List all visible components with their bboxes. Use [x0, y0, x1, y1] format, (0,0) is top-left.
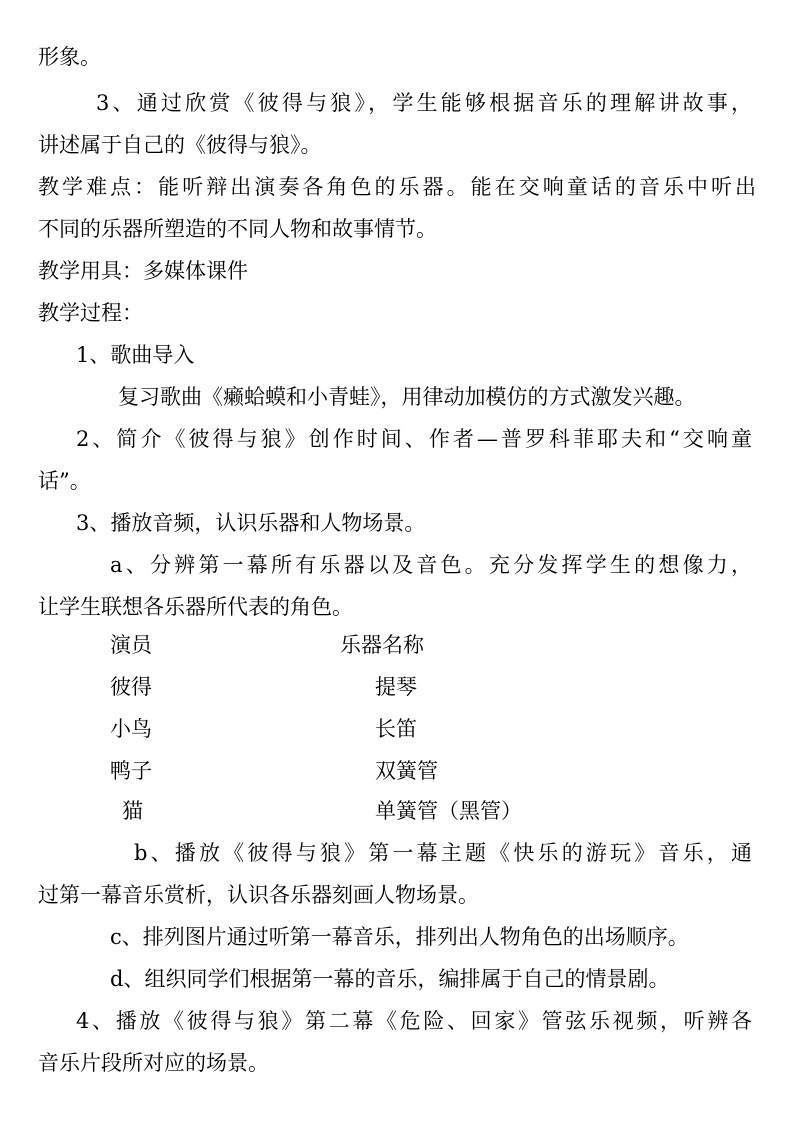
list-item: 3、播放音频，认识乐器和人物场景。 — [76, 511, 426, 535]
paragraph-line: 3、通过欣赏《彼得与狼》，学生能够根据音乐的理解讲故事， — [96, 91, 752, 115]
list-item: 1、歌曲导入 — [76, 343, 195, 367]
list-item: b、播放《彼得与狼》第一幕主题《快乐的游玩》音乐，通 — [134, 841, 752, 865]
table-cell-instrument: 单簧管（黑管） — [375, 799, 522, 823]
table-cell-actor: 猫 — [122, 799, 143, 823]
paragraph-line: 教学难点：能听辩出演奏各角色的乐器。能在交响童话的音乐中听出 — [38, 175, 756, 199]
paragraph-line: 音乐片段所对应的场景。 — [38, 1051, 269, 1075]
list-item: a、分辨第一幕所有乐器以及音色。充分发挥学生的想像力， — [110, 553, 752, 577]
table-cell-instrument: 提琴 — [375, 675, 417, 699]
paragraph-line: 教学用具：多媒体课件 — [38, 259, 248, 283]
table-cell-actor: 彼得 — [110, 675, 152, 699]
paragraph-line: 不同的乐器所塑造的不同人物和故事情节。 — [38, 217, 437, 241]
paragraph-line: 让学生联想各乐器所代表的角色。 — [38, 595, 353, 619]
table-cell-instrument: 长笛 — [375, 717, 417, 741]
table-cell-actor: 鸭子 — [110, 759, 152, 783]
list-item: d、组织同学们根据第一幕的音乐，编排属于自己的情景剧。 — [110, 967, 670, 991]
table-header-actor: 演员 — [110, 633, 152, 657]
table-cell-actor: 小鸟 — [110, 717, 152, 741]
list-item: c、排列图片通过听第一幕音乐，排列出人物角色的出场顺序。 — [110, 925, 689, 949]
list-item: 2、简介《彼得与狼》创作时间、作者—普罗科菲耶夫和“交响童 — [76, 427, 752, 451]
table-cell-instrument: 双簧管 — [375, 759, 438, 783]
paragraph-line: 复习歌曲《癞蛤蟆和小青蛙》，用律动加模仿的方式激发兴趣。 — [118, 385, 696, 409]
paragraph-line: 讲述属于自己的《彼得与狼》。 — [38, 133, 322, 157]
list-item: 4、播放《彼得与狼》第二幕《危险、回家》管弦乐视频，听辨各 — [76, 1009, 752, 1033]
paragraph-line: 话”。 — [38, 469, 91, 493]
table-header-instrument: 乐器名称 — [340, 633, 424, 657]
paragraph-line: 形象。 — [38, 45, 101, 69]
paragraph-line: 过第一幕音乐赏析，认识各乐器刻画人物场景。 — [38, 883, 479, 907]
section-heading: 教学过程： — [38, 301, 143, 325]
